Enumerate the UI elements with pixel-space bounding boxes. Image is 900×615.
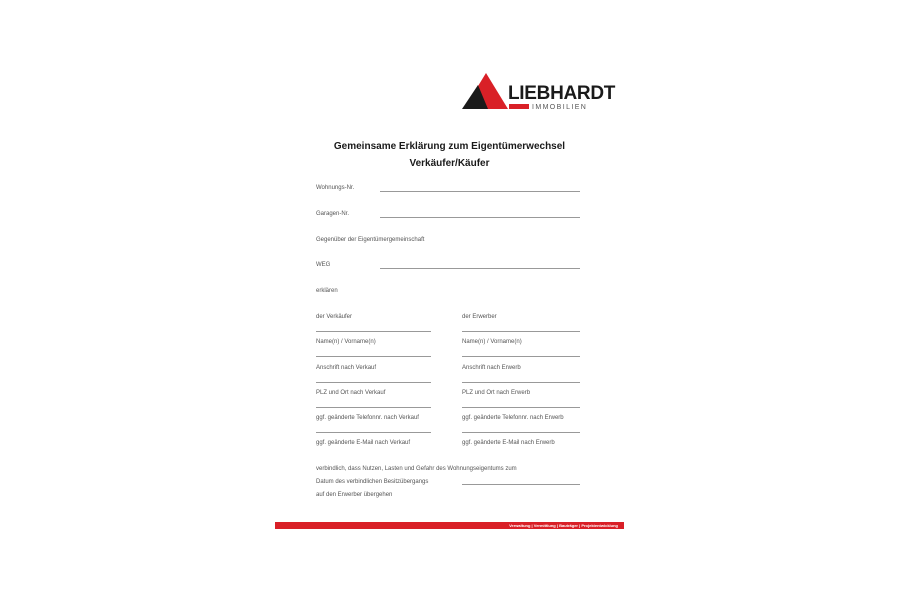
seller-field-1[interactable]: [316, 331, 431, 332]
seller-address-label: Anschrift nach Verkauf: [316, 365, 377, 371]
buyer-name-label: Name(n) / Vorname(n): [462, 339, 522, 345]
footer-bar: [275, 522, 624, 529]
seller-field-5[interactable]: [316, 432, 431, 433]
buyer-address-label: Anschrift nach Erwerb: [462, 365, 521, 371]
triangle-logo-icon: [462, 73, 508, 111]
buyer-field-4[interactable]: [462, 407, 580, 408]
closing-line-1: verbindlich, dass Nutzen, Lasten und Gefahr des Wohnungseigentums zum: [316, 466, 517, 472]
seller-phone-label: ggf. geänderte Telefonnr. nach Verkauf: [316, 415, 419, 421]
page-title: Gemeinsame Erklärung zum Eigentümerwechsel: [333, 141, 566, 152]
label-garage: Garagen-Nr.: [316, 211, 350, 217]
closing-line-2: Datum des verbindlichen Besitzübergangs: [316, 479, 429, 485]
closing-line-3: auf den Erwerber übergehen: [316, 492, 393, 498]
field-wohnung[interactable]: [380, 191, 580, 192]
company-logo: [462, 73, 616, 113]
seller-field-4[interactable]: [316, 407, 431, 408]
buyer-plz-label: PLZ und Ort nach Erwerb: [462, 390, 531, 396]
label-weg: WEG: [316, 262, 331, 268]
buyer-field-1[interactable]: [462, 331, 580, 332]
buyer-email-label: ggf. geänderte E-Mail nach Erwerb: [462, 440, 555, 446]
seller-heading: der Verkäufer: [316, 314, 353, 320]
buyer-field-5[interactable]: [462, 432, 580, 433]
logo-brand: LIEBHARDT: [508, 83, 616, 104]
label-wohnung: Wohnungs-Nr.: [316, 185, 355, 191]
footer-text: Verwaltung | Vermittlung | Bauträger | Projektentwicklung: [509, 523, 618, 528]
field-garage[interactable]: [380, 217, 580, 218]
buyer-field-3[interactable]: [462, 382, 580, 383]
buyer-field-2[interactable]: [462, 356, 580, 357]
label-gegenueber: Gegenüber der Eigentümergemeinschaft: [316, 237, 425, 243]
seller-field-2[interactable]: [316, 356, 431, 357]
label-erklaeren: erklären: [316, 288, 338, 294]
seller-name-label: Name(n) / Vorname(n): [316, 339, 376, 345]
field-weg[interactable]: [380, 268, 580, 269]
buyer-heading: der Erwerber: [462, 314, 497, 320]
seller-email-label: ggf. geänderte E-Mail nach Verkauf: [316, 440, 411, 446]
logo-subtitle: IMMOBILIEN: [532, 104, 588, 111]
date-field[interactable]: [462, 484, 580, 485]
buyer-phone-label: ggf. geänderte Telefonnr. nach Erwerb: [462, 415, 564, 421]
logo-dots: [509, 104, 529, 109]
page-subtitle: Verkäufer/Käufer: [409, 158, 490, 169]
seller-field-3[interactable]: [316, 382, 431, 383]
seller-plz-label: PLZ und Ort nach Verkauf: [316, 390, 386, 396]
